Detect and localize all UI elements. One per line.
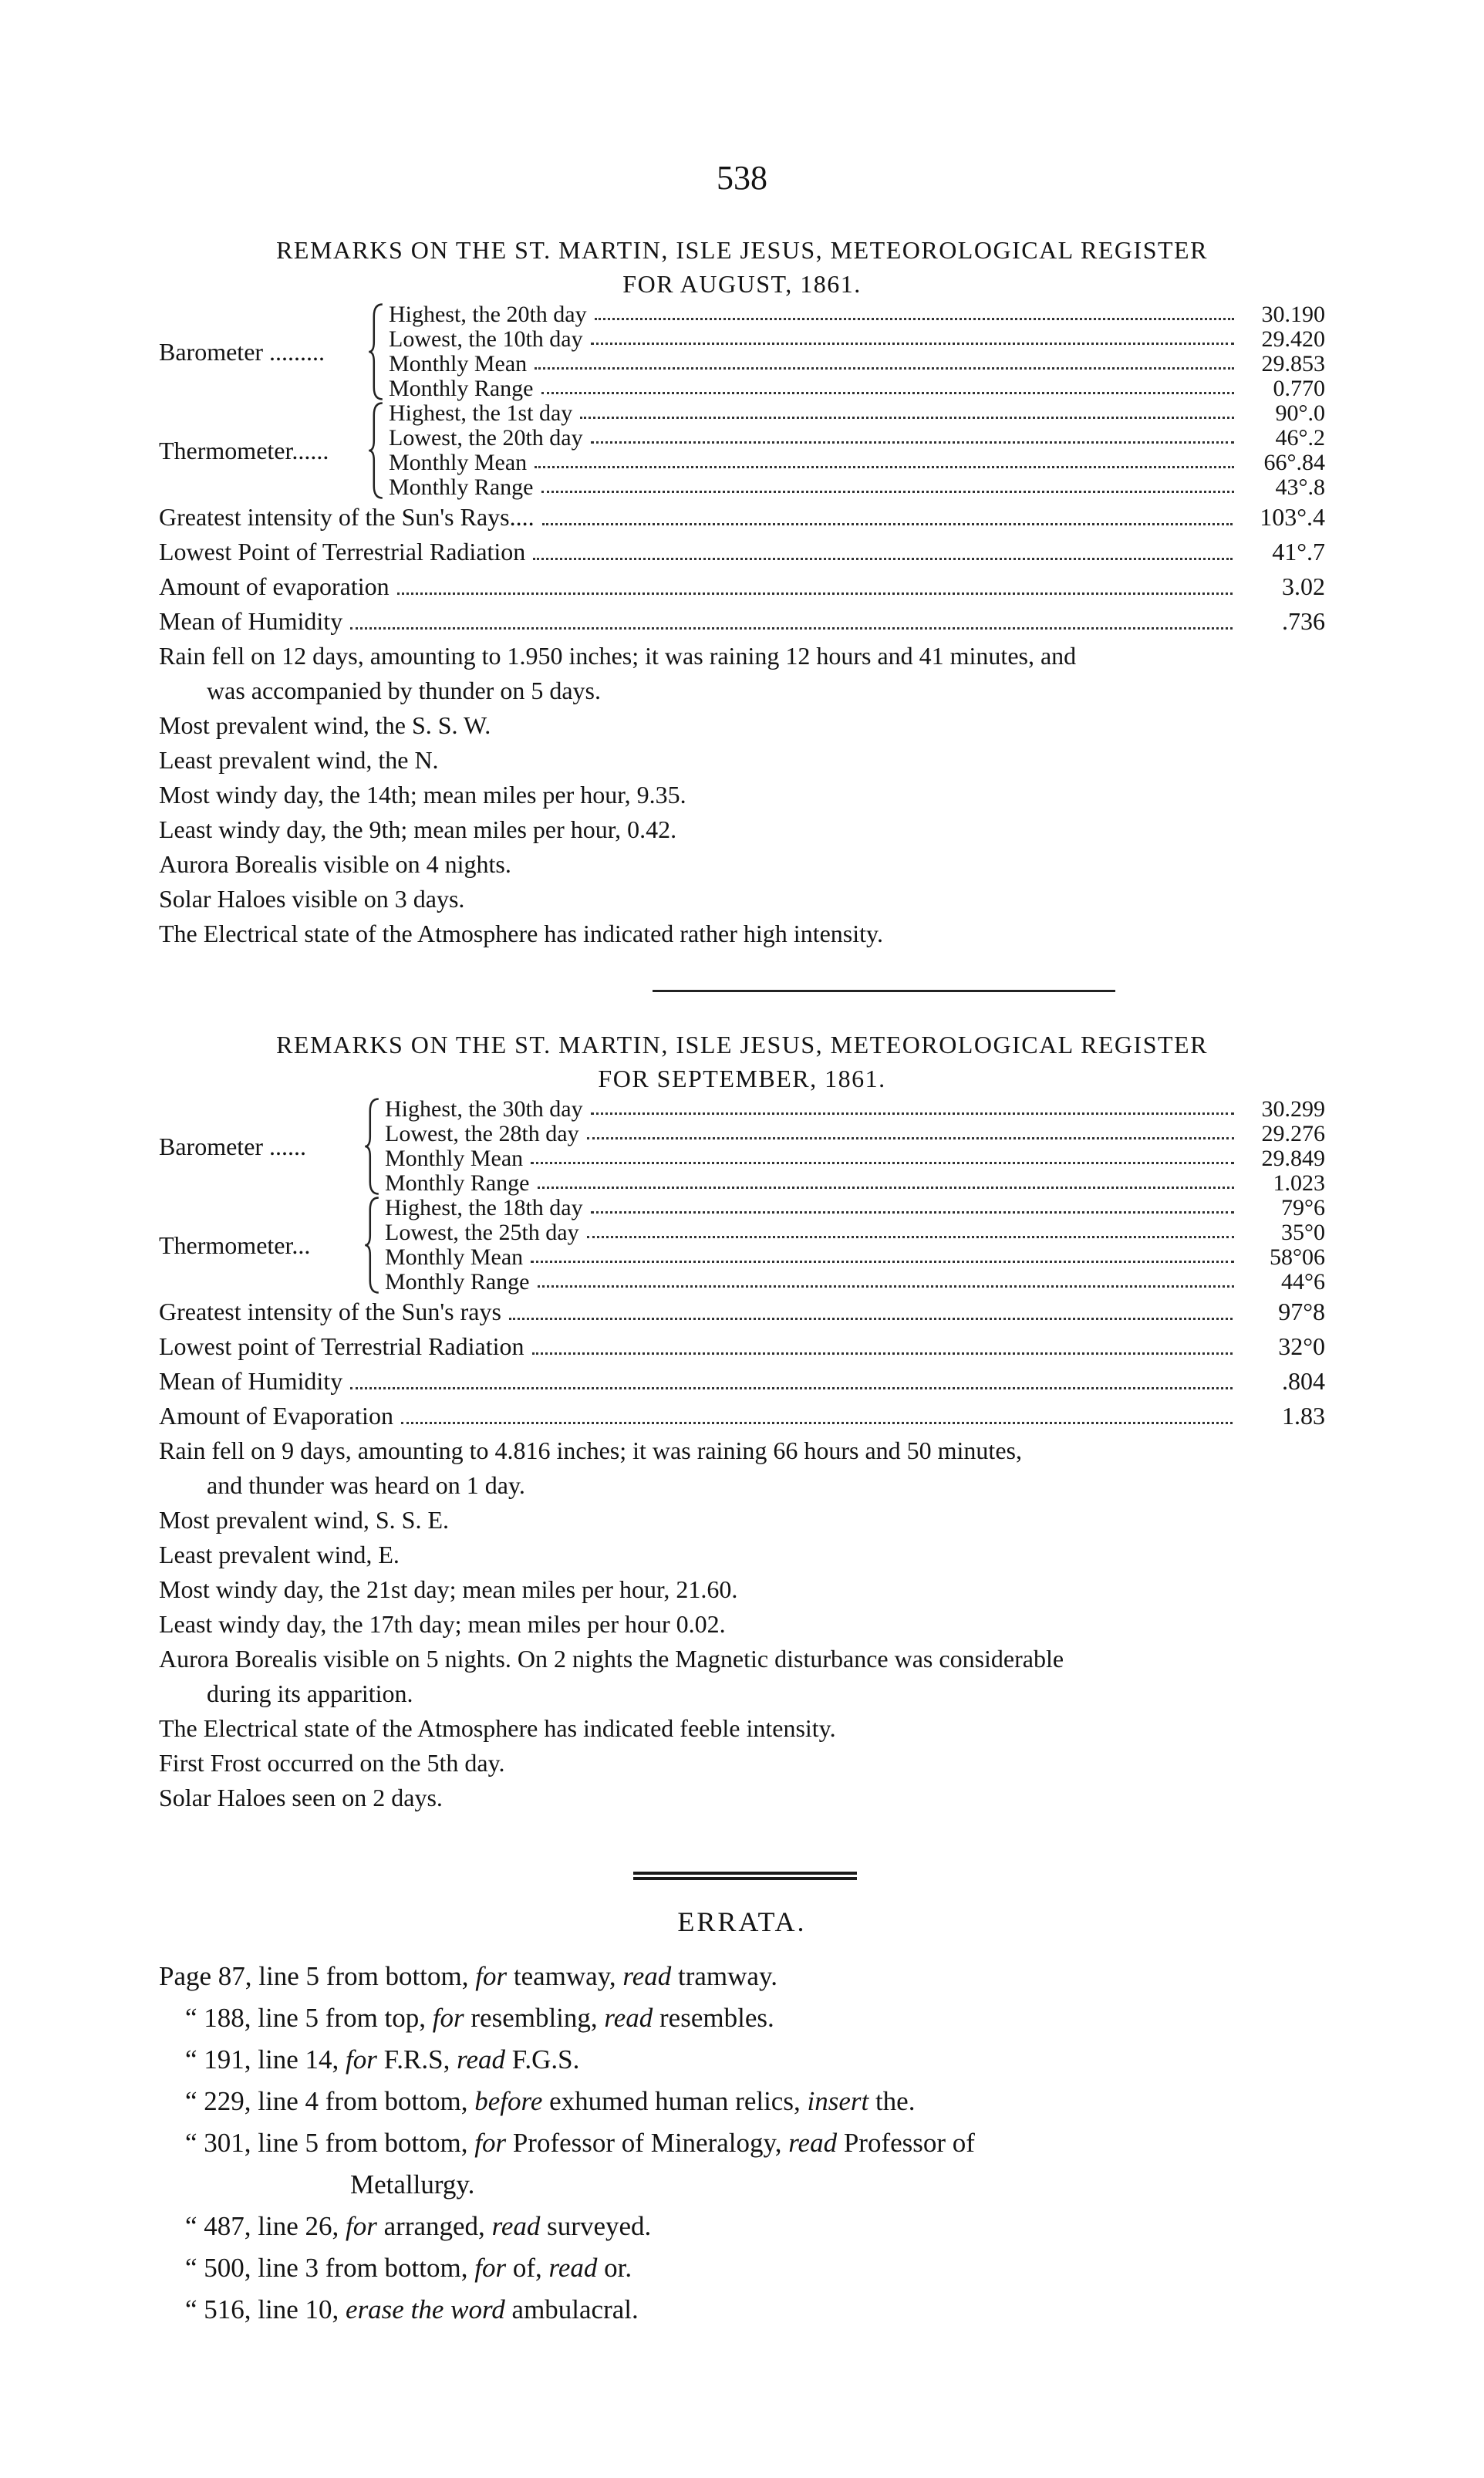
- september-barometer-row: Monthly Range 1.023: [385, 1170, 1325, 1196]
- august-note: The Electrical state of the Atmosphere has indicated rather high intensity.: [159, 920, 883, 947]
- errata-list: [159, 1956, 1325, 2331]
- september-title: [159, 1028, 1325, 1096]
- august-rain-note: Rain fell on 12 days, amounting to 1.950 inches; it was raining 12 hours and 41 minutes, and was accompanied by thunder on 5 days.: [159, 642, 1077, 704]
- errata-entry: “ 188, line 5 from top, for resembling, read resembles.: [185, 2003, 774, 2033]
- august-item-row: Amount of evaporation 3.02: [159, 572, 1325, 600]
- errata-entry: “ 191, line 14, for F.R.S, read F.G.S.: [185, 2044, 580, 2075]
- errata-entry: “ 301, line 5 from bottom, for Professor of Mineralogy, read Professor of Metallurgy.: [185, 2128, 975, 2199]
- august-note: Solar Haloes visible on 3 days.: [159, 885, 465, 913]
- august-thermometer-group: [159, 401, 1325, 500]
- brace-icon: [363, 1097, 380, 1196]
- august-title: [159, 233, 1325, 301]
- august-section: [159, 233, 1325, 951]
- september-thermometer-row: Monthly Range 44°6: [385, 1269, 1325, 1295]
- august-note: Least prevalent wind, the N.: [159, 746, 439, 774]
- section-divider: [653, 990, 1115, 992]
- september-barometer-row: Lowest, the 28th day 29.276: [385, 1121, 1325, 1146]
- september-note: Most windy day, the 21st day; mean miles per hour, 21.60.: [159, 1575, 738, 1603]
- errata-entry: Page 87, line 5 from bottom, for teamway, read tramway.: [159, 1961, 777, 1991]
- september-thermometer-group: [159, 1196, 1325, 1295]
- page-number: 538: [717, 159, 767, 197]
- september-thermometer-label: Thermometer...: [159, 1231, 311, 1259]
- errata-title: ERRATA.: [677, 1906, 807, 1937]
- errata-divider: [633, 1872, 857, 1880]
- august-note: Aurora Borealis visible on 4 nights.: [159, 850, 511, 878]
- august-barometer-label: Barometer .........: [159, 337, 325, 366]
- september-title-line2: FOR SEPTEMBER, 1861.: [598, 1065, 886, 1092]
- august-item-row: Lowest Point of Terrestrial Radiation 41°.7: [159, 538, 1325, 565]
- september-note: Solar Haloes seen on 2 days.: [159, 1784, 443, 1811]
- errata-entry: “ 229, line 4 from bottom, before exhumed human relics, insert the.: [185, 2086, 916, 2116]
- september-note: The Electrical state of the Atmosphere has indicated feeble intensity.: [159, 1714, 836, 1742]
- september-thermometer-row: Lowest, the 25th day 35°0: [385, 1220, 1325, 1245]
- september-barometer-row: Highest, the 30th day 30.299: [385, 1096, 1325, 1122]
- september-thermometer-row: Monthly Mean 58°06: [385, 1244, 1325, 1270]
- september-barometer-group: [159, 1097, 1325, 1196]
- september-item-row: Amount of Evaporation 1.83: [159, 1402, 1325, 1430]
- brace-icon: [367, 302, 384, 401]
- august-barometer-row: Highest, the 20th day 30.190: [389, 302, 1325, 327]
- august-item-row: Mean of Humidity .736: [159, 607, 1325, 635]
- september-note: Most prevalent wind, S. S. E.: [159, 1506, 449, 1534]
- september-item-row: Mean of Humidity .804: [159, 1367, 1325, 1395]
- august-thermometer-row: Highest, the 1st day 90°.0: [389, 400, 1325, 426]
- brace-icon: [363, 1196, 380, 1295]
- september-barometer-label: Barometer ......: [159, 1132, 307, 1160]
- september-title-line1: REMARKS ON THE ST. MARTIN, ISLE JESUS, METEOROLOGICAL REGISTER: [276, 1031, 1208, 1058]
- august-note: Most prevalent wind, the S. S. W.: [159, 711, 491, 739]
- august-thermometer-row: Monthly Mean 66°.84: [389, 450, 1325, 475]
- september-note: Least prevalent wind, E.: [159, 1541, 400, 1568]
- brace-icon: [367, 401, 384, 500]
- august-note: Most windy day, the 14th; mean miles per hour, 9.35.: [159, 781, 686, 809]
- august-thermometer-row: Lowest, the 20th day 46°.2: [389, 425, 1325, 451]
- august-barometer-row: Lowest, the 10th day 29.420: [389, 326, 1325, 352]
- september-barometer-row: Monthly Mean 29.849: [385, 1146, 1325, 1171]
- september-note: First Frost occurred on the 5th day.: [159, 1749, 505, 1777]
- september-aurora-note: Aurora Borealis visible on 5 nights. On 2 nights the Magnetic disturbance was considerable during its apparition.: [159, 1645, 1064, 1707]
- september-item-row: Lowest point of Terrestrial Radiation 32°0: [159, 1332, 1325, 1360]
- august-barometer-group: [159, 302, 1325, 401]
- august-title-line1: REMARKS ON THE ST. MARTIN, ISLE JESUS, METEOROLOGICAL REGISTER: [276, 236, 1208, 264]
- august-thermometer-label: Thermometer......: [159, 436, 329, 464]
- errata-entry: “ 516, line 10, erase the word ambulacral.: [185, 2294, 639, 2324]
- september-note: Least windy day, the 17th day; mean miles per hour 0.02.: [159, 1610, 726, 1638]
- september-thermometer-row: Highest, the 18th day 79°6: [385, 1195, 1325, 1220]
- august-title-line2: FOR AUGUST, 1861.: [622, 270, 862, 298]
- august-note: Least windy day, the 9th; mean miles per hour, 0.42.: [159, 815, 677, 843]
- september-rain-note: Rain fell on 9 days, amounting to 4.816 inches; it was raining 66 hours and 50 minutes, and thunder was heard on 1 day.: [159, 1436, 1022, 1499]
- august-barometer-row: Monthly Mean 29.853: [389, 351, 1325, 376]
- september-section: [159, 1028, 1325, 1815]
- errata-entry: “ 500, line 3 from bottom, for of, read or.: [185, 2253, 632, 2283]
- august-barometer-row: Monthly Range 0.770: [389, 376, 1325, 401]
- september-item-row: Greatest intensity of the Sun's rays 97°8: [159, 1298, 1325, 1325]
- august-thermometer-row: Monthly Range 43°.8: [389, 474, 1325, 500]
- august-item-row: Greatest intensity of the Sun's Rays.... 103°.4: [159, 503, 1325, 531]
- errata-entry: “ 487, line 26, for arranged, read surveyed.: [185, 2211, 652, 2241]
